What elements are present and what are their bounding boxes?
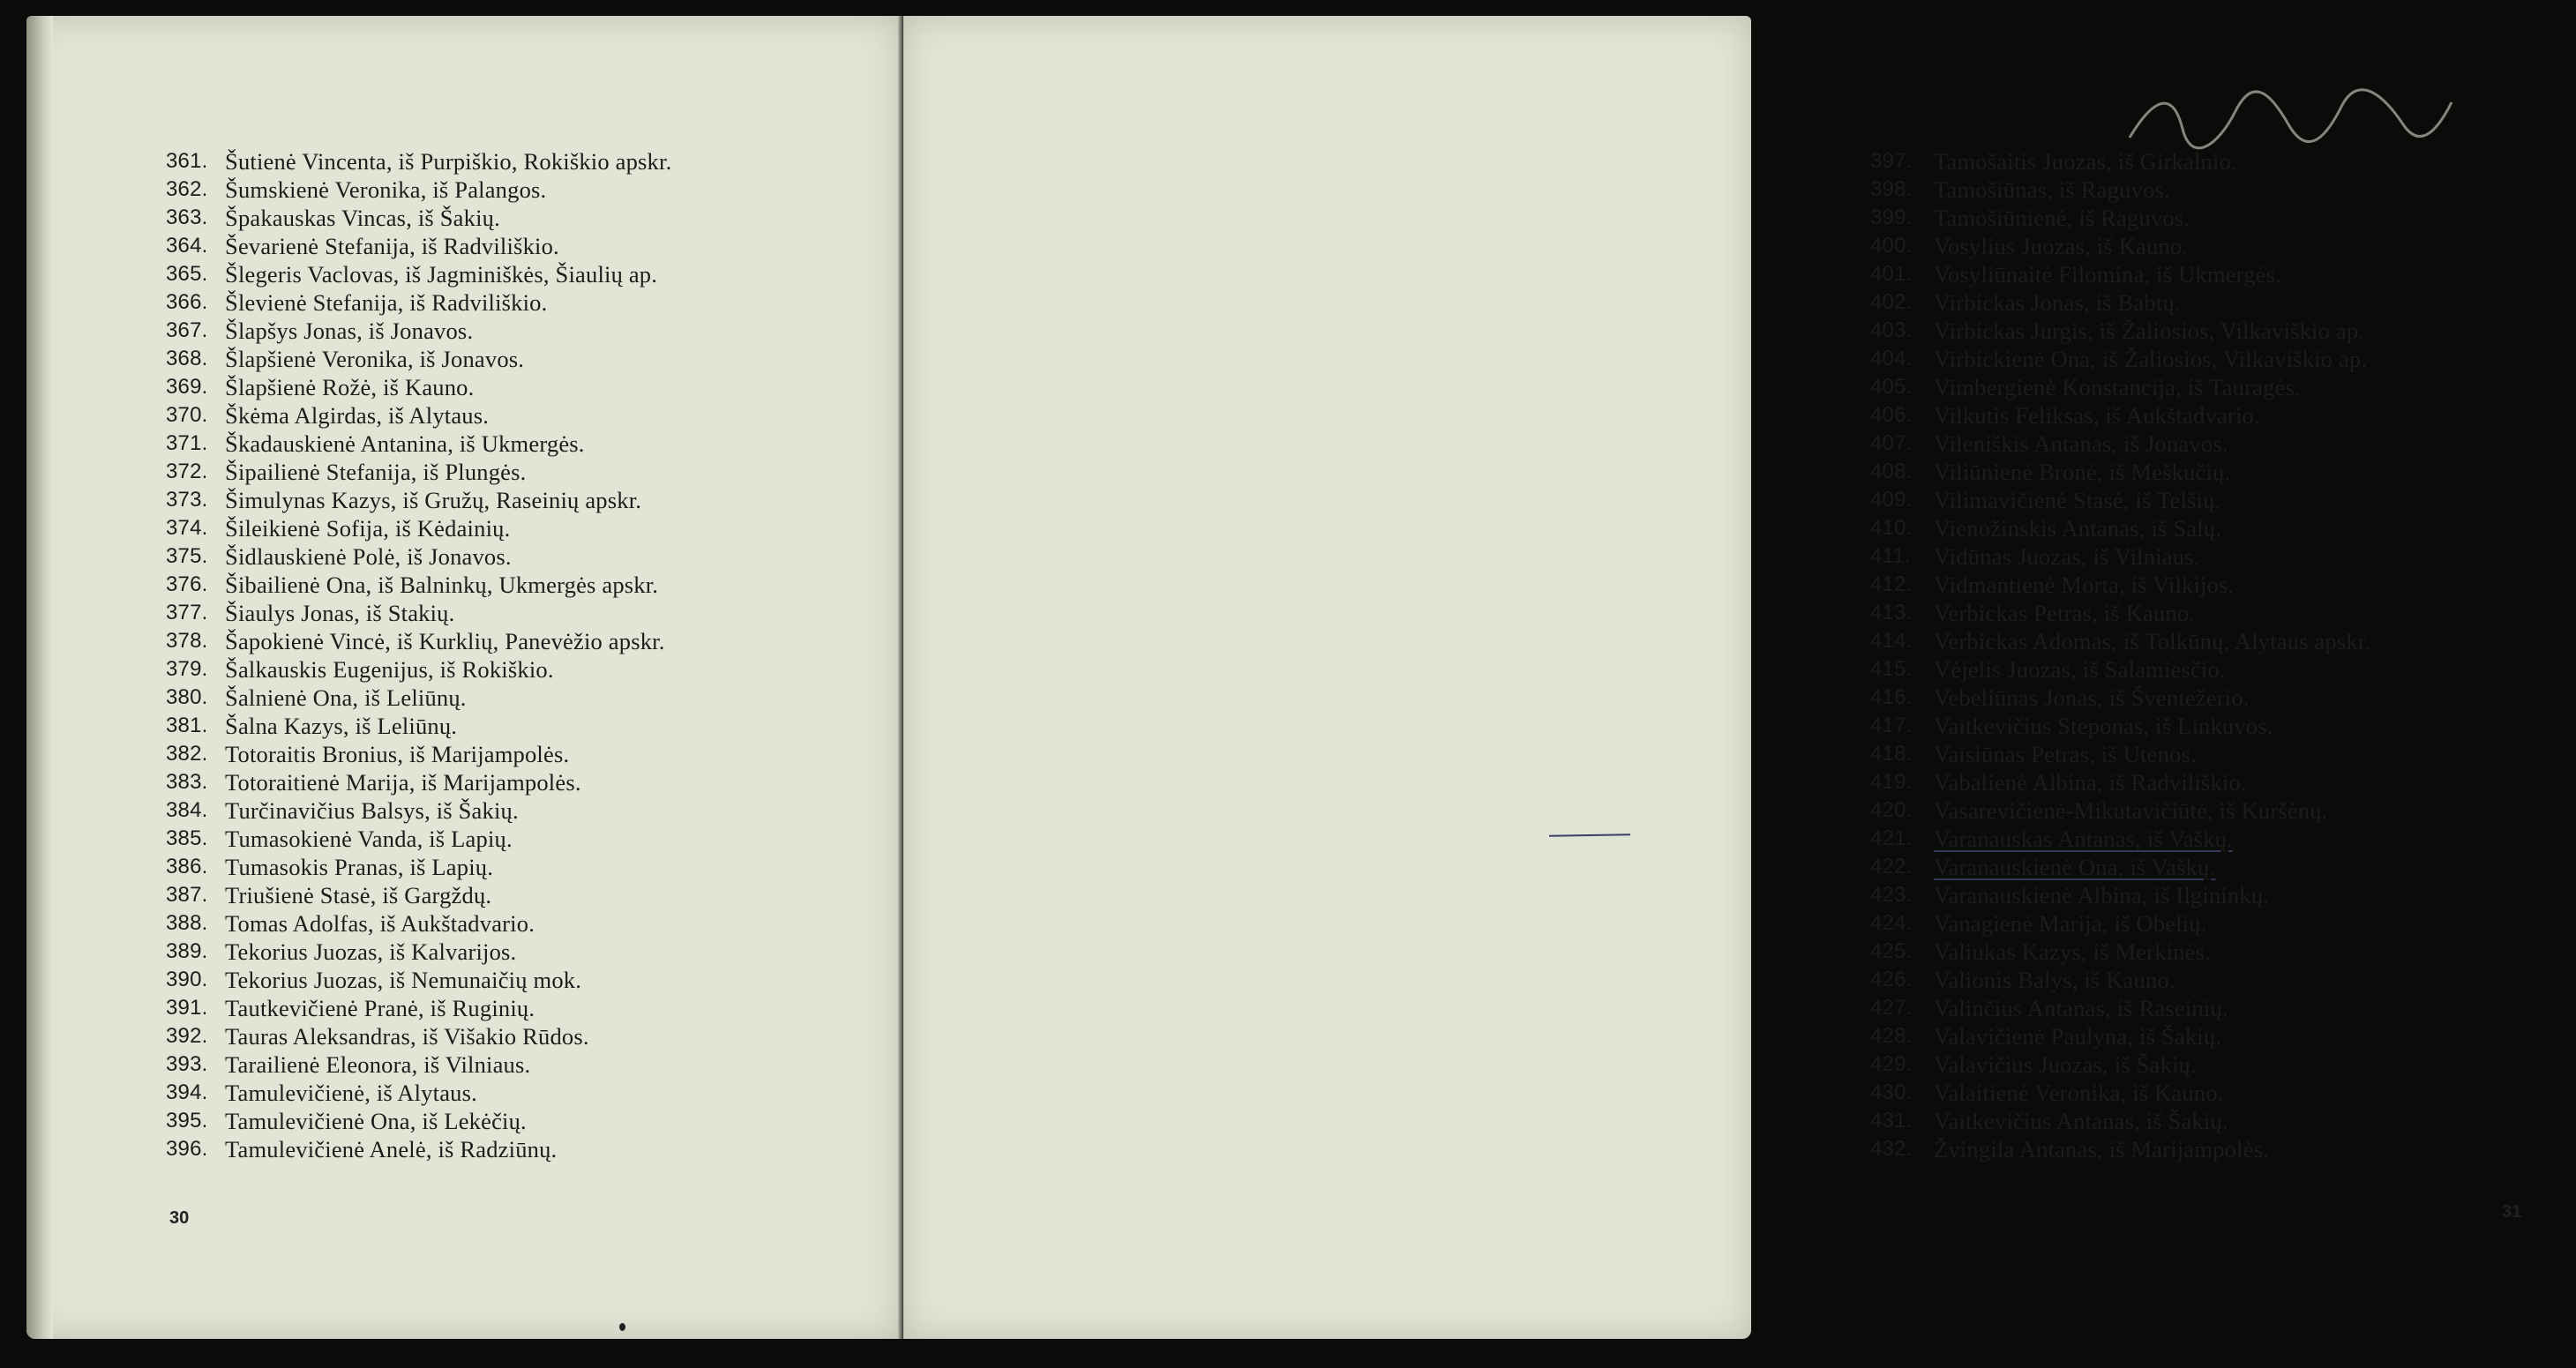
entry-number: 375. — [166, 544, 208, 568]
entry-number: 418. — [1870, 742, 1913, 766]
entry-text: Šidlauskienė Polė, iš Jonavos. — [225, 543, 512, 570]
entry-number: 372. — [166, 460, 208, 483]
list-item — [1870, 373, 2576, 401]
entry-text: Varanauskienė Albina, iš Ilgininkų. — [1934, 882, 2270, 908]
list-item — [166, 853, 854, 881]
list-item — [1870, 345, 2576, 373]
list-item — [1870, 204, 2576, 232]
list-item — [166, 147, 854, 176]
entry-text: Totoraitis Bronius, iš Marijampolės. — [225, 741, 570, 767]
entry-text: Tekorius Juozas, iš Kalvarijos. — [225, 938, 517, 965]
entry-text: Valionis Balys, iš Kauno. — [1934, 967, 2175, 993]
entry-text: Tamulevičienė Anelė, iš Radziūnų. — [225, 1136, 558, 1162]
entry-number: 379. — [166, 657, 208, 681]
entry-number: 376. — [166, 572, 208, 596]
entry-number: 373. — [166, 488, 208, 512]
entry-text: Valiukas Kazys, iš Merkinės. — [1934, 938, 2211, 965]
entry-number: 406. — [1870, 403, 1913, 427]
entry-number: 381. — [166, 714, 208, 737]
entry-number: 384. — [166, 798, 208, 822]
entry-number: 429. — [1870, 1052, 1913, 1076]
entry-number: 368. — [166, 347, 208, 370]
list-item — [1870, 514, 2576, 542]
entry-text: Šibailienė Ona, iš Balninkų, Ukmergės apskr. — [225, 572, 659, 598]
entry-text: Šipailienė Stefanija, iš Plungės. — [225, 459, 527, 485]
list-item — [166, 542, 854, 571]
list-item — [166, 712, 854, 740]
left-page — [26, 16, 900, 1339]
list-item — [1870, 627, 2576, 655]
entry-text: Vilkutis Feliksas, iš Aukštadvario. — [1934, 402, 2260, 429]
list-item — [1870, 232, 2576, 260]
list-item — [1870, 994, 2576, 1022]
entry-number: 419. — [1870, 770, 1913, 794]
entry-number: 404. — [1870, 347, 1913, 370]
list-item — [166, 881, 854, 909]
list-item — [1870, 147, 2576, 176]
entry-text: Vilimavičienė Stasė, iš Telšių. — [1934, 487, 2221, 513]
entry-text: Tamulevičienė, iš Alytaus. — [225, 1080, 477, 1106]
right-page — [903, 16, 2522, 1339]
entry-text: Šumskienė Veronika, iš Palangos. — [225, 176, 547, 203]
list-item — [1870, 176, 2576, 204]
entry-text: Virbickas Jonas, iš Babtų. — [1934, 289, 2181, 316]
entry-text: Turčinavičius Balsys, iš Šakių. — [225, 797, 519, 824]
list-item — [166, 1107, 854, 1135]
entry-text: Tumasokis Pranas, iš Lapių. — [225, 854, 494, 880]
entry-text: Vimbergienė Konstancija, iš Tauragės. — [1934, 374, 2301, 400]
entry-number: 431. — [1870, 1109, 1913, 1133]
entry-number: 391. — [166, 996, 208, 1020]
entry-number: 411. — [1870, 544, 1911, 568]
list-item — [1870, 317, 2576, 345]
entry-text: Šutienė Vincenta, iš Purpiškio, Rokiškio apskr. — [225, 148, 672, 175]
entry-number: 380. — [166, 685, 208, 709]
list-item — [1870, 1022, 2576, 1050]
entry-text: Špakauskas Vincas, iš Šakių. — [225, 205, 500, 231]
entry-text: Vidmantienė Morta, iš Vilkijos. — [1934, 572, 2235, 598]
list-item — [166, 514, 854, 542]
list-item — [166, 232, 854, 260]
entry-text: Šiaulys Jonas, iš Stakių. — [225, 600, 455, 626]
entry-number: 374. — [166, 516, 208, 540]
entry-number: 392. — [166, 1024, 208, 1048]
list-item — [1870, 825, 2576, 853]
list-item — [166, 1079, 854, 1107]
entry-number: 393. — [166, 1052, 208, 1076]
list-item — [1870, 288, 2576, 317]
entry-number: 382. — [166, 742, 208, 766]
entry-number: 378. — [166, 629, 208, 653]
entry-number: 389. — [166, 939, 208, 963]
entry-number: 383. — [166, 770, 208, 794]
list-item — [1870, 1050, 2576, 1079]
entry-text: Valavičienė Paulyna, iš Šakių. — [1934, 1023, 2222, 1050]
entry-text: Tamošiūnienė, iš Raguvos. — [1934, 205, 2190, 231]
entry-number: 387. — [166, 883, 208, 907]
ink-dot — [619, 1323, 625, 1331]
entry-number: 402. — [1870, 290, 1913, 314]
page-number-right: 31 — [2502, 1202, 2522, 1222]
list-item — [1870, 796, 2576, 825]
entry-text: Verbickas Petras, iš Kauno. — [1934, 600, 2196, 626]
entry-number: 363. — [166, 206, 208, 229]
entry-number: 416. — [1870, 685, 1913, 709]
entry-number: 386. — [166, 855, 208, 878]
list-item — [166, 288, 854, 317]
list-item — [1870, 768, 2576, 796]
entry-number: 417. — [1870, 714, 1913, 737]
entry-text: Tarailienė Eleonora, iš Vilniaus. — [225, 1051, 531, 1078]
entry-text: Tumasokienė Vanda, iš Lapių. — [225, 826, 513, 852]
list-item — [166, 1135, 854, 1163]
entry-text: Škėma Algirdas, iš Alytaus. — [225, 402, 490, 429]
list-item — [166, 204, 854, 232]
entry-number: 371. — [166, 431, 208, 455]
list-item — [166, 768, 854, 796]
entry-number: 420. — [1870, 798, 1913, 822]
entry-text: Vabalienė Albina, iš Radviliškio. — [1934, 769, 2247, 796]
list-item — [166, 994, 854, 1022]
list-item — [166, 740, 854, 768]
list-item — [1870, 486, 2576, 514]
list-item — [166, 599, 854, 627]
list-item — [166, 1050, 854, 1079]
left-entry-list — [166, 147, 854, 1163]
entry-number: 398. — [1870, 177, 1913, 201]
entry-text: Vasarevičienė-Mikutavičiūtė, iš Kuršėnų. — [1934, 797, 2328, 824]
list-item — [166, 627, 854, 655]
entry-text: Šapokienė Vincė, iš Kurklių, Panevėžio apskr. — [225, 628, 665, 654]
entry-number: 422. — [1870, 855, 1913, 878]
list-item — [1870, 881, 2576, 909]
entry-text: Vebeliūnas Jonas, iš Šventežerio. — [1934, 684, 2250, 711]
entry-text: Vileniškis Antanas, iš Jonavos. — [1934, 430, 2228, 457]
entry-number: 409. — [1870, 488, 1913, 512]
entry-number: 403. — [1870, 318, 1913, 342]
list-item — [166, 486, 854, 514]
entry-text: Vienožinskis Antanas, iš Salų. — [1934, 515, 2222, 542]
entry-text: Totoraitienė Marija, iš Marijampolės. — [225, 769, 581, 796]
entry-number: 369. — [166, 375, 208, 399]
entry-number: 397. — [1870, 149, 1913, 173]
list-item — [1870, 853, 2576, 881]
entry-text: Virbickas Jurgis, iš Žaliosios, Vilkaviškio ap. — [1934, 318, 2365, 344]
list-item — [1870, 1107, 2576, 1135]
page-number-left: 30 — [169, 1208, 190, 1228]
list-item — [166, 966, 854, 994]
entry-text: Verbickas Adomas, iš Tolkūnų, Alytaus apskr. — [1934, 628, 2371, 654]
list-item — [166, 796, 854, 825]
entry-text: Vidūnas Juozas, iš Vilniaus. — [1934, 543, 2200, 570]
entry-number: 407. — [1870, 431, 1913, 455]
entry-number: 401. — [1870, 262, 1913, 286]
entry-text: Tamulevičienė Ona, iš Lekėčių. — [225, 1108, 527, 1134]
entry-text: Vaitkevičius Steponas, iš Linkuvos. — [1934, 713, 2273, 739]
entry-number: 426. — [1870, 968, 1913, 991]
entry-text: Šimulynas Kazys, iš Gružų, Raseinių apskr. — [225, 487, 642, 513]
list-item — [1870, 909, 2576, 938]
entry-number: 415. — [1870, 657, 1913, 681]
entry-number: 399. — [1870, 206, 1913, 229]
entry-text: Tauras Aleksandras, iš Višakio Rūdos. — [225, 1023, 589, 1050]
entry-number: 396. — [166, 1137, 208, 1161]
entry-text: Triušienė Stasė, iš Gargždų. — [225, 882, 492, 908]
entry-number: 367. — [166, 318, 208, 342]
list-item — [166, 938, 854, 966]
entry-text: Vanagienė Marija, iš Obelių. — [1934, 910, 2207, 937]
entry-number: 394. — [166, 1080, 208, 1104]
entry-text: Šlevienė Stefanija, iš Radviliškio. — [225, 289, 548, 316]
list-item — [166, 401, 854, 430]
list-item — [166, 260, 854, 288]
list-item — [166, 345, 854, 373]
entry-number: 412. — [1870, 572, 1913, 596]
entry-number: 425. — [1870, 939, 1913, 963]
list-item — [1870, 712, 2576, 740]
entry-text: Šalkauskis Eugenijus, iš Rokiškio. — [225, 656, 554, 683]
entry-text: Šalna Kazys, iš Leliūnų. — [225, 713, 458, 739]
entry-text: Šlapšienė Veronika, iš Jonavos. — [225, 346, 525, 372]
entry-number: 364. — [166, 234, 208, 258]
entry-text: Valinčius Antanas, iš Raseinių. — [1934, 995, 2228, 1021]
list-item — [1870, 401, 2576, 430]
entry-number: 390. — [166, 968, 208, 991]
entry-number: 414. — [1870, 629, 1913, 653]
list-item — [1870, 542, 2576, 571]
entry-text: Šalnienė Ona, iš Leliūnų. — [225, 684, 467, 711]
list-item — [166, 430, 854, 458]
entry-number: 408. — [1870, 460, 1913, 483]
entry-text: Vaisiūnas Petras, iš Utenos. — [1934, 741, 2197, 767]
list-item — [1870, 430, 2576, 458]
entry-text: Valavičius Juozas, iš Šakių. — [1934, 1051, 2197, 1078]
entry-text: Varanauskas Antanas, iš Vaškų. — [1934, 826, 2233, 852]
entry-number: 432. — [1870, 1137, 1913, 1161]
entry-number: 385. — [166, 826, 208, 850]
list-item — [1870, 571, 2576, 599]
entry-text: Vėjelis Juozas, iš Salamiesčio. — [1934, 656, 2226, 683]
entry-number: 377. — [166, 601, 208, 624]
entry-number: 423. — [1870, 883, 1913, 907]
list-item — [1870, 966, 2576, 994]
entry-text: Šlegeris Vaclovas, iš Jagminiškės, Šiaulių ap. — [225, 261, 658, 288]
entry-number: 395. — [166, 1109, 208, 1133]
list-item — [166, 684, 854, 712]
entry-number: 400. — [1870, 234, 1913, 258]
faint-handwriting-mark — [2121, 76, 2456, 155]
entry-text: Šileikienė Sofija, iš Kėdainių. — [225, 515, 511, 542]
list-item — [166, 458, 854, 486]
list-item — [1870, 938, 2576, 966]
list-item — [1870, 260, 2576, 288]
pen-stroke-421 — [1549, 834, 1630, 837]
list-item — [1870, 1079, 2576, 1107]
list-item — [166, 176, 854, 204]
list-item — [1870, 655, 2576, 684]
list-item — [166, 317, 854, 345]
entry-text: Vaitkevičius Antanas, iš Šakių. — [1934, 1108, 2228, 1134]
entry-number: 366. — [166, 290, 208, 314]
list-item — [166, 655, 854, 684]
list-item — [1870, 1135, 2576, 1163]
entry-text: Tomas Adolfas, iš Aukštadvario. — [225, 910, 535, 937]
entry-number: 361. — [166, 149, 208, 173]
entry-text: Tekorius Juozas, iš Nemunaičių mok. — [225, 967, 582, 993]
list-item — [1870, 458, 2576, 486]
entry-text: Šlapšys Jonas, iš Jonavos. — [225, 318, 474, 344]
entry-number: 427. — [1870, 996, 1913, 1020]
right-entry-list — [1870, 147, 2576, 1163]
entry-text: Varanauskienė Ona, iš Vaškų. — [1934, 854, 2216, 880]
list-item — [1870, 599, 2576, 627]
entry-number: 365. — [166, 262, 208, 286]
entry-text: Tautkevičienė Pranė, iš Ruginių. — [225, 995, 535, 1021]
list-item — [166, 825, 854, 853]
list-item — [1870, 684, 2576, 712]
entry-text: Virbickienė Ona, iš Žaliosios, Vilkaviškio ap. — [1934, 346, 2368, 372]
entry-number: 424. — [1870, 911, 1913, 935]
entry-number: 430. — [1870, 1080, 1913, 1104]
entry-number: 421. — [1870, 826, 1913, 850]
entry-text: Šlapšienė Rožė, iš Kauno. — [225, 374, 475, 400]
entry-text: Viliūnienė Bronė, iš Meškučių. — [1934, 459, 2231, 485]
list-item — [166, 571, 854, 599]
entry-number: 370. — [166, 403, 208, 427]
entry-text: Vosylius Juozas, iš Kauno. — [1934, 233, 2189, 259]
list-item — [1870, 740, 2576, 768]
entry-text: Žvingila Antanas, iš Marijampolės. — [1934, 1136, 2269, 1162]
entry-number: 410. — [1870, 516, 1913, 540]
entry-text: Ševarienė Stefanija, iš Radviliškio. — [225, 233, 559, 259]
list-item — [166, 1022, 854, 1050]
entry-text: Valaitienė Veronika, iš Kauno. — [1934, 1080, 2224, 1106]
entry-text: Tamošiūnas, iš Raguvos. — [1934, 176, 2170, 203]
entry-text: Škadauskienė Antanina, iš Ukmergės. — [225, 430, 585, 457]
open-book — [26, 16, 2522, 1339]
entry-number: 428. — [1870, 1024, 1913, 1048]
entry-text: Vosyliūnaitė Filomina, iš Ukmergės. — [1934, 261, 2281, 288]
entry-number: 413. — [1870, 601, 1913, 624]
entry-number: 362. — [166, 177, 208, 201]
entry-number: 405. — [1870, 375, 1913, 399]
list-item — [166, 373, 854, 401]
entry-text: Tamošaitis Juozas, iš Girkalnio. — [1934, 148, 2237, 175]
entry-number: 388. — [166, 911, 208, 935]
list-item — [166, 909, 854, 938]
page-stack-edge — [26, 16, 53, 1339]
